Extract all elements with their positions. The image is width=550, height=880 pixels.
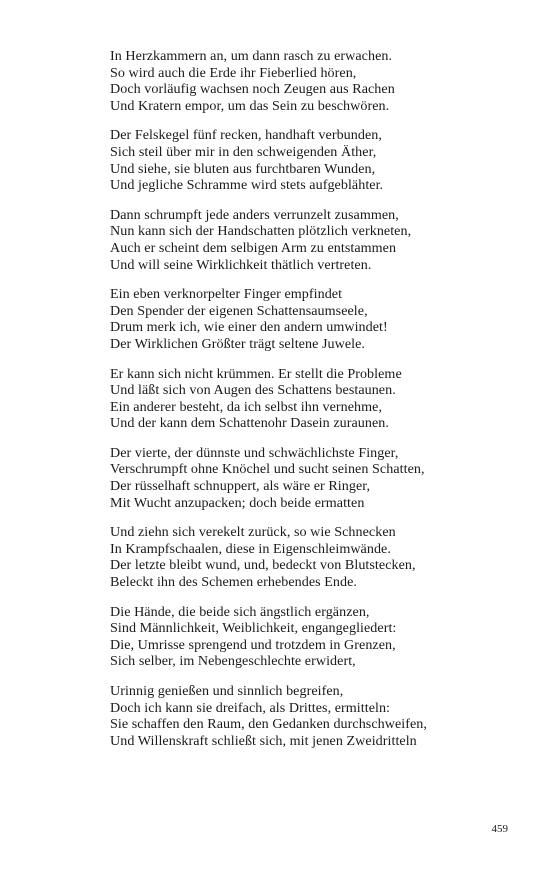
poem-line: Und läßt sich von Augen des Schattens bestaunen. bbox=[110, 382, 396, 399]
poem-line: Auch er scheint dem selbigen Arm zu entstammen bbox=[110, 239, 397, 256]
poem-line: In Krampfschaalen, diese in Eigenschleimwände. bbox=[110, 540, 391, 557]
poem-line: Sie schaffen den Raum, den Gedanken durchschweifen, bbox=[110, 716, 427, 733]
poem-line: Doch vorläufig wachsen noch Zeugen aus Rachen bbox=[110, 81, 395, 98]
poem-line: Der rüsselhaft schnuppert, als wäre er Ringer, bbox=[110, 478, 371, 495]
poem-line: In Herzkammern an, um dann rasch zu erwachen. bbox=[110, 48, 393, 64]
poem-line: Doch ich kann sie dreifach, als Drittes, ermitteln: bbox=[110, 699, 391, 716]
poem-line: Und ziehn sich verekelt zurück, so wie Schnecken bbox=[110, 524, 396, 541]
poem-line: Ein anderer besteht, da ich selbst ihn vernehme, bbox=[110, 398, 383, 415]
poem-line: Verschrumpft ohne Knöchel und sucht seinen Schatten, bbox=[110, 461, 425, 478]
poem-line: Die, Umrisse sprengend und trotzdem in Grenzen, bbox=[110, 636, 396, 653]
poem-line: Und jegliche Schramme wird stets aufgeblähter. bbox=[110, 177, 384, 194]
stanza-2 bbox=[110, 127, 510, 193]
poem-line: Und Willenskraft schließt sich, mit jenen Zweidritteln bbox=[110, 732, 417, 749]
stanza-4 bbox=[110, 286, 510, 352]
poem-line: Der Felskegel fünf recken, handhaft verbunden, bbox=[110, 127, 382, 144]
stanza-3 bbox=[110, 207, 510, 273]
poem-line: Sich steil über mir in den schweigenden Äther, bbox=[110, 143, 377, 160]
poem-line: Dann schrumpft jede anders verrunzelt zusammen, bbox=[110, 206, 399, 223]
poem-line: Urinnig genießen und sinnlich begreifen, bbox=[110, 683, 344, 699]
poem-line: Den Spender der eigenen Schattensaumseele, bbox=[110, 302, 368, 319]
poem-line: Er kann sich nicht krümmen. Er stellt die Probleme bbox=[110, 365, 402, 382]
poem-line: Und will seine Wirklichkeit thätlich vertreten. bbox=[110, 256, 372, 273]
poem-line: Drum merk ich, wie einer den andern umwindet! bbox=[110, 319, 388, 336]
stanza-9 bbox=[110, 683, 510, 749]
poem-line: Der Wirklichen Größter trägt seltene Juwele. bbox=[110, 335, 365, 352]
poem-line: Die Hände, die beide sich ängstlich ergänzen, bbox=[110, 603, 370, 620]
poem-line: Und der kann dem Schattenohr Dasein zuraunen. bbox=[110, 415, 389, 432]
poem-line: Der vierte, der dünnste und schwächlichste Finger, bbox=[110, 444, 399, 461]
stanza-7 bbox=[110, 524, 510, 590]
poem-line: Der letzte bleibt wund, und, bedeckt von Blutstecken, bbox=[110, 557, 416, 574]
stanza-6 bbox=[110, 445, 510, 511]
poem-line: Sind Männlichkeit, Weiblichkeit, engangegliedert: bbox=[110, 620, 397, 637]
poem-line: Beleckt ihn des Schemen erhebendes Ende. bbox=[110, 574, 357, 591]
poem-line: Mit Wucht anzupacken; doch beide ermatten bbox=[110, 494, 365, 511]
poem-line: Nun kann sich der Handschatten plötzlich verkneten, bbox=[110, 223, 412, 240]
poem-line: Und siehe, sie bluten aus furchtbaren Wunden, bbox=[110, 160, 376, 177]
poem-line: Ein eben verknorpelter Finger empfindet bbox=[110, 286, 343, 303]
stanza-1 bbox=[110, 48, 510, 114]
stanza-5 bbox=[110, 366, 510, 432]
poem-line: Und Kratern empor, um das Sein zu beschwören. bbox=[110, 97, 390, 114]
poem-line: Sich selber, im Nebengeschlechte erwidert, bbox=[110, 653, 356, 670]
poem-text bbox=[110, 48, 510, 762]
poem-line: So wird auch die Erde ihr Fieberlied hören, bbox=[110, 64, 357, 81]
stanza-8 bbox=[110, 604, 510, 670]
page-number: 459 bbox=[491, 823, 508, 835]
